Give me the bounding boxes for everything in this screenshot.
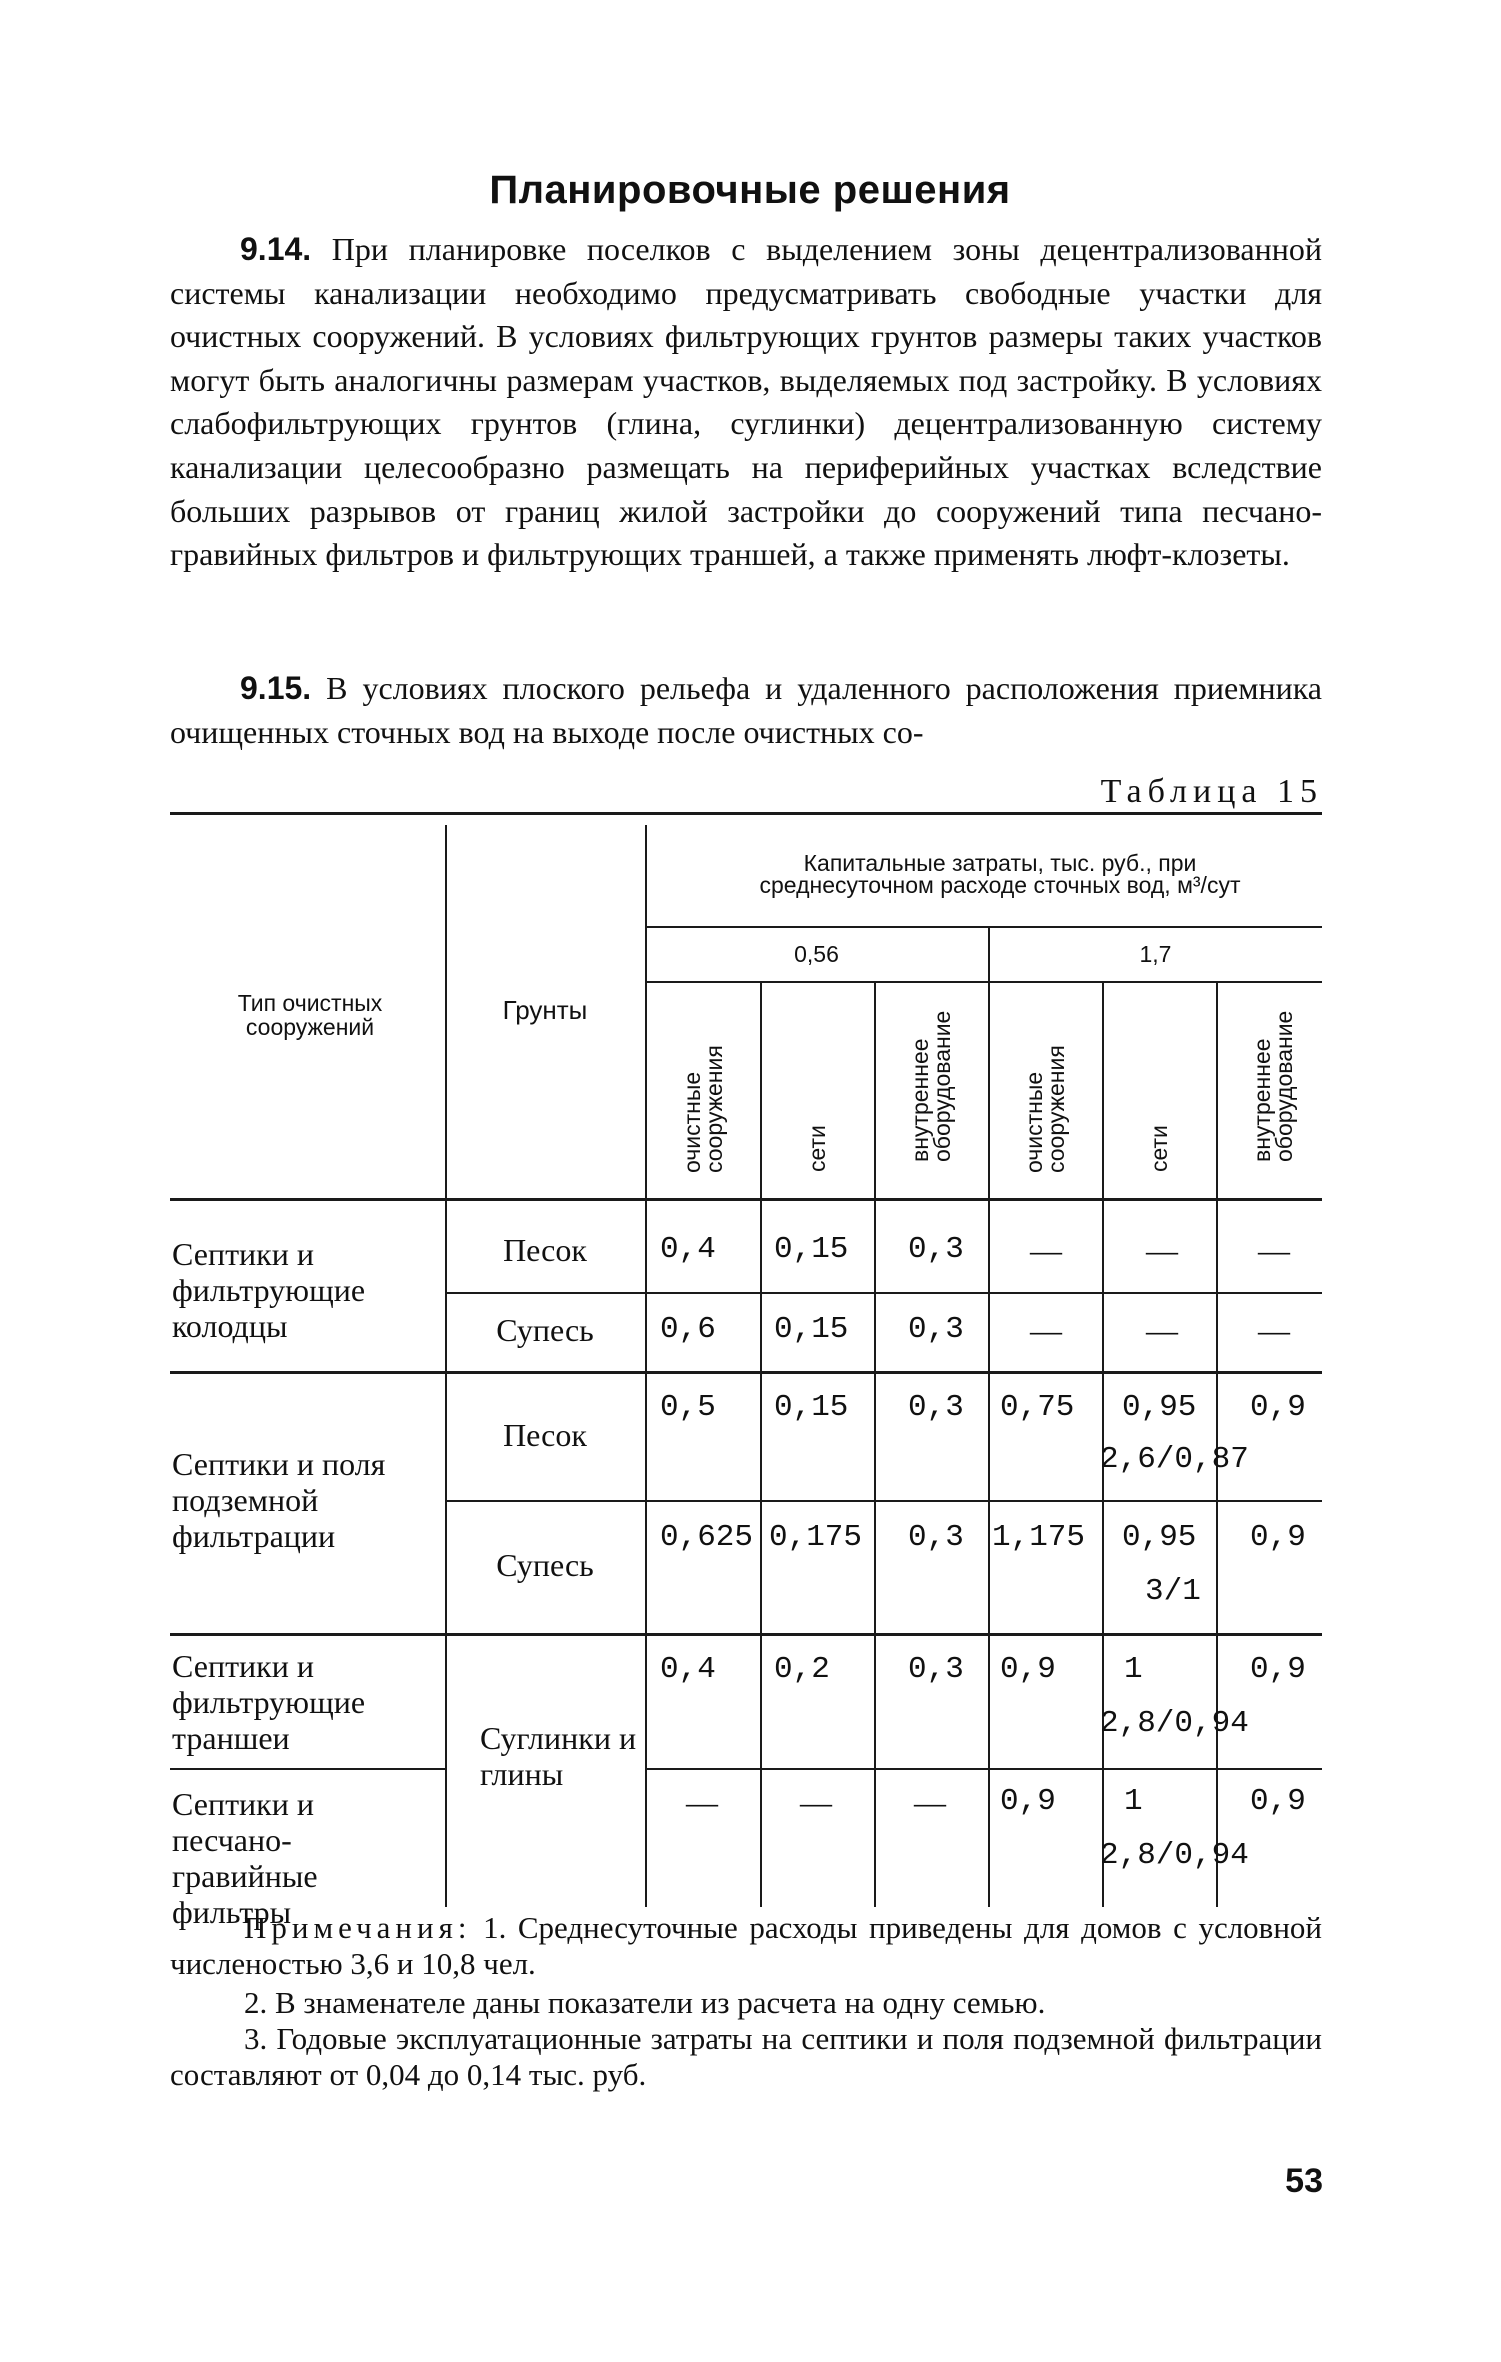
- value-cell: 1,175: [992, 1520, 1086, 1555]
- fraction-value: 2,8/0,94: [1100, 1706, 1249, 1741]
- row-soil: Супесь: [496, 1546, 594, 1583]
- value-cell: 0,9: [1250, 1784, 1306, 1819]
- note-2: 2. В знаменателе даны показатели из расчета на одну семью.: [244, 1985, 1046, 2020]
- value-cell: 0,4: [660, 1232, 716, 1267]
- paragraph-text: При планировке поселков с выделением зоны децентрализованной системы канализации необходимо предусматривать свободные участки для очистных сооружений. В условиях фильтрующих грунтов размеры таких участков могут быть аналогичны размерам участков, выделяемых под застройку. В условиях слабофильтрующих грунтов (глина, суглинки) децентрализованную систему канализации целесообразно размещать на периферийных участках вследствие больших разрывов от границ жилой застройки до сооружений типа песчано-гравийных фильтров и фильтрующих траншей, а также применять люфт-клозеты.: [170, 231, 1322, 573]
- note-1: [170, 1910, 1322, 1982]
- value-cell: 0,3: [908, 1312, 964, 1347]
- row-type-label: Септики и песчано-гравийные фильтры: [172, 1786, 318, 1930]
- value-cell: 0,2: [774, 1652, 830, 1687]
- value-cell: 0,15: [774, 1312, 849, 1347]
- value-cell: —: [1030, 1232, 1062, 1268]
- value-cell: 0,3: [908, 1232, 964, 1267]
- col-rule: [645, 825, 647, 1907]
- paragraph-text: В условиях плоского рельефа и удаленного расположения приемника очищенных сточных вод на выходе после очистных со-: [170, 670, 1322, 750]
- header-flow-056: 0,56: [794, 941, 839, 967]
- value-cell: 0,625: [660, 1520, 754, 1555]
- header-bottom-rule: [170, 1198, 1322, 1201]
- fraction-value: 3/1: [1145, 1574, 1201, 1609]
- table-top-rule: [170, 812, 1322, 815]
- subheader-equipment-1: внутреннее оборудование: [907, 1010, 955, 1162]
- row-soil: Песок: [503, 1416, 587, 1453]
- value-cell: —: [1146, 1232, 1178, 1268]
- subheader-treatment-2: очистные сооружения: [1021, 1045, 1069, 1173]
- value-cell: 1: [1124, 1784, 1143, 1819]
- note-text: 1. Среднесуточные расходы приведены для домов с условной численостью 3,6 и 10,8 чел.: [170, 1910, 1322, 1981]
- value-cell: 0,9: [1250, 1390, 1306, 1425]
- value-cell: 0,3: [908, 1390, 964, 1425]
- col-rule: [760, 981, 762, 1907]
- value-cell: 0,9: [1250, 1652, 1306, 1687]
- row-rule: [170, 1768, 445, 1770]
- subheader-equipment-2: внутреннее оборудование: [1249, 1010, 1297, 1162]
- row-rule: [445, 1292, 1322, 1294]
- section-title: Планировочные решения: [489, 168, 1011, 212]
- value-cell: —: [1258, 1232, 1290, 1268]
- value-cell: —: [1258, 1312, 1290, 1348]
- value-cell: —: [800, 1784, 832, 1820]
- table-label: Таблица 15: [1100, 773, 1323, 810]
- value-cell: —: [1146, 1312, 1178, 1348]
- value-cell: 0,95: [1122, 1520, 1197, 1555]
- value-cell: 0,175: [769, 1520, 863, 1555]
- notes-heading: Примечания:: [244, 1910, 472, 1945]
- col-rule: [874, 981, 876, 1907]
- subheader-networks-2: сети: [1146, 1125, 1172, 1172]
- fraction-value: 2,6/0,87: [1100, 1442, 1249, 1477]
- value-cell: 0,4: [660, 1652, 716, 1687]
- group-rule: [170, 1371, 1322, 1374]
- subheader-treatment-1: очистные сооружения: [679, 1045, 727, 1173]
- value-cell: 0,5: [660, 1390, 716, 1425]
- value-cell: —: [1030, 1312, 1062, 1348]
- col-rule: [988, 926, 990, 1907]
- value-cell: 0,3: [908, 1652, 964, 1687]
- paragraph-number: 9.15.: [240, 670, 312, 706]
- value-cell: 0,9: [1000, 1784, 1056, 1819]
- header-flow-17: 1,7: [1139, 941, 1172, 967]
- value-cell: 0,9: [1250, 1520, 1306, 1555]
- col-rule: [445, 825, 447, 1907]
- header-soil: Грунты: [502, 995, 588, 1025]
- header-rule-flow: [645, 926, 1322, 928]
- subheader-networks-1: сети: [804, 1125, 830, 1172]
- row-type-label: Септики и фильтрующие колодцы: [172, 1236, 366, 1344]
- row-soil: Супесь: [496, 1311, 594, 1348]
- value-cell: 0,15: [774, 1232, 849, 1267]
- group-rule: [170, 1633, 1322, 1636]
- value-cell: 0,3: [908, 1520, 964, 1555]
- header-capital: Капитальные затраты, тыс. руб., при среднесуточном расходе сточных вод, м³/сут: [759, 850, 1241, 898]
- row-rule: [445, 1500, 1322, 1502]
- value-cell: 0,15: [774, 1390, 849, 1425]
- page-number: 53: [1285, 2162, 1323, 2200]
- value-cell: 0,75: [1000, 1390, 1075, 1425]
- header-type: Тип очистных сооружений: [237, 990, 383, 1040]
- value-cell: 0,6: [660, 1312, 716, 1347]
- row-type-label: Септики и поля подземной фильтрации: [172, 1446, 386, 1554]
- row-rule: [645, 1768, 1322, 1770]
- paragraph-number: 9.14.: [240, 231, 312, 267]
- value-cell: 1: [1124, 1652, 1143, 1687]
- value-cell: —: [914, 1784, 946, 1820]
- row-soil-shared: Суглинки и глины: [480, 1720, 637, 1792]
- row-type-label: Септики и фильтрующие траншеи: [172, 1648, 366, 1756]
- header-rule-sub: [645, 981, 1322, 983]
- note-3: 3. Годовые эксплуатационные затраты на септики и поля подземной фильтрации составляют от 0,04 до 0,14 тыс. руб.: [170, 2021, 1322, 2092]
- value-cell: 0,95: [1122, 1390, 1197, 1425]
- value-cell: —: [686, 1784, 718, 1820]
- value-cell: 0,9: [1000, 1652, 1056, 1687]
- fraction-value: 2,8/0,94: [1100, 1838, 1249, 1873]
- row-soil: Песок: [503, 1231, 587, 1268]
